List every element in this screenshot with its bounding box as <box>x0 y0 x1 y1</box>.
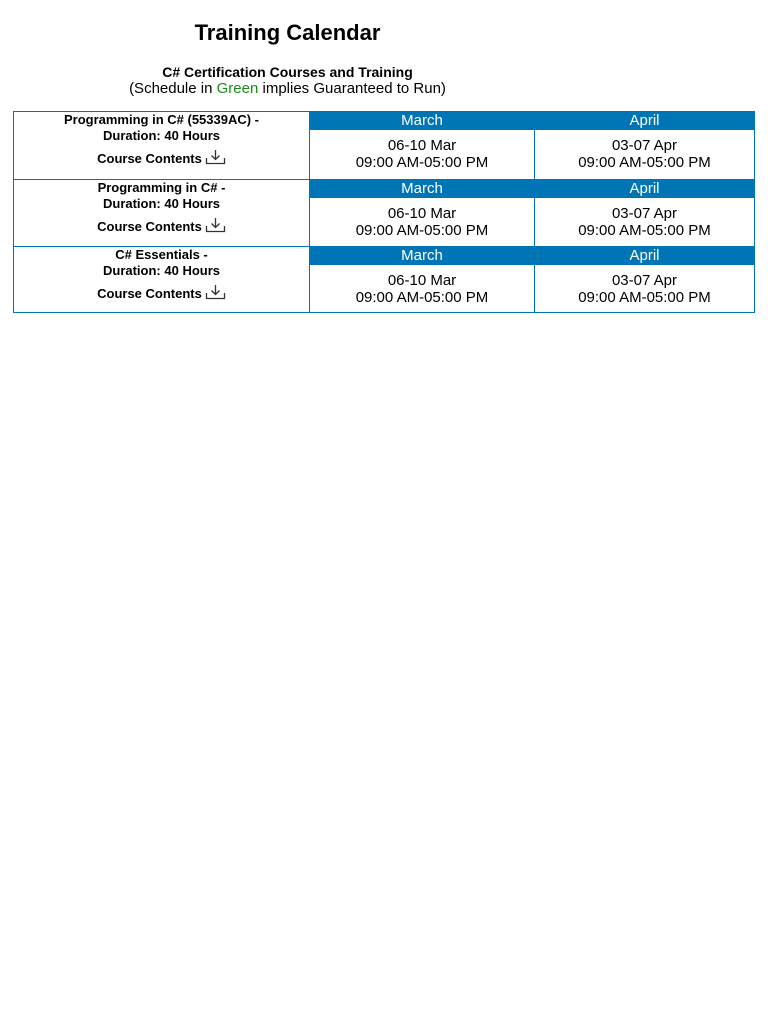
month-header: April <box>535 112 754 130</box>
month-header: April <box>535 180 754 198</box>
download-icon[interactable] <box>205 149 226 165</box>
course-duration: Duration: 40 Hours <box>102 128 220 143</box>
session-date-range: 03-07 Apr <box>611 272 678 289</box>
course-title: Programming in C# - <box>97 180 226 195</box>
month-header: March <box>310 112 534 130</box>
session-dates <box>310 130 534 171</box>
page-subtitle: C# Certification Courses and Training <box>162 64 413 80</box>
schedule-cell <box>310 180 535 246</box>
session-date-range: 06-10 Mar <box>387 272 457 289</box>
course-title: Programming in C# (55339AC) - <box>63 112 260 127</box>
course-duration: Duration: 40 Hours <box>102 263 220 278</box>
note-prefix: (Schedule in <box>129 80 217 97</box>
schedule-cell <box>310 112 535 179</box>
course-contents-link[interactable] <box>14 149 309 167</box>
course-row <box>14 179 754 246</box>
course-row <box>14 246 754 313</box>
session-date-range: 03-07 Apr <box>611 137 678 154</box>
course-info <box>14 247 310 313</box>
note-green-word: Green <box>216 80 259 97</box>
session-dates <box>535 198 754 239</box>
session-date-range: 06-10 Mar <box>387 137 457 154</box>
session-dates <box>310 198 534 239</box>
course-contents-link[interactable] <box>14 217 309 235</box>
session-date-range: 03-07 Apr <box>611 205 678 222</box>
course-contents-label[interactable]: Course Contents <box>97 286 202 301</box>
session-time: 09:00 AM-05:00 PM <box>578 222 711 239</box>
course-contents-link[interactable] <box>14 284 309 302</box>
training-calendar-table <box>13 111 755 313</box>
schedule-note <box>0 80 575 98</box>
session-dates <box>310 265 534 306</box>
schedule-cell <box>535 180 754 246</box>
course-info <box>14 112 310 179</box>
session-time: 09:00 AM-05:00 PM <box>355 154 489 171</box>
session-date-range: 06-10 Mar <box>387 205 457 222</box>
session-time: 09:00 AM-05:00 PM <box>578 154 711 171</box>
course-info <box>14 180 310 246</box>
note-suffix: implies Guaranteed to Run) <box>258 80 446 97</box>
course-contents-label[interactable]: Course Contents <box>97 151 202 166</box>
session-time: 09:00 AM-05:00 PM <box>578 289 711 306</box>
course-row <box>14 112 754 179</box>
schedule-cell <box>310 247 535 313</box>
month-header: March <box>310 180 534 198</box>
session-time: 09:00 AM-05:00 PM <box>355 222 489 239</box>
download-icon[interactable] <box>205 217 226 233</box>
course-contents-label[interactable]: Course Contents <box>97 219 202 234</box>
month-header: April <box>535 247 754 265</box>
course-duration: Duration: 40 Hours <box>102 196 220 211</box>
course-title: C# Essentials - <box>115 247 208 262</box>
month-header: March <box>310 247 534 265</box>
session-dates <box>535 130 754 171</box>
session-time: 09:00 AM-05:00 PM <box>355 289 489 306</box>
schedule-cell <box>535 247 754 313</box>
download-icon[interactable] <box>205 284 226 300</box>
session-dates <box>535 265 754 306</box>
page-title: Training Calendar <box>194 20 381 45</box>
schedule-cell <box>535 112 754 179</box>
